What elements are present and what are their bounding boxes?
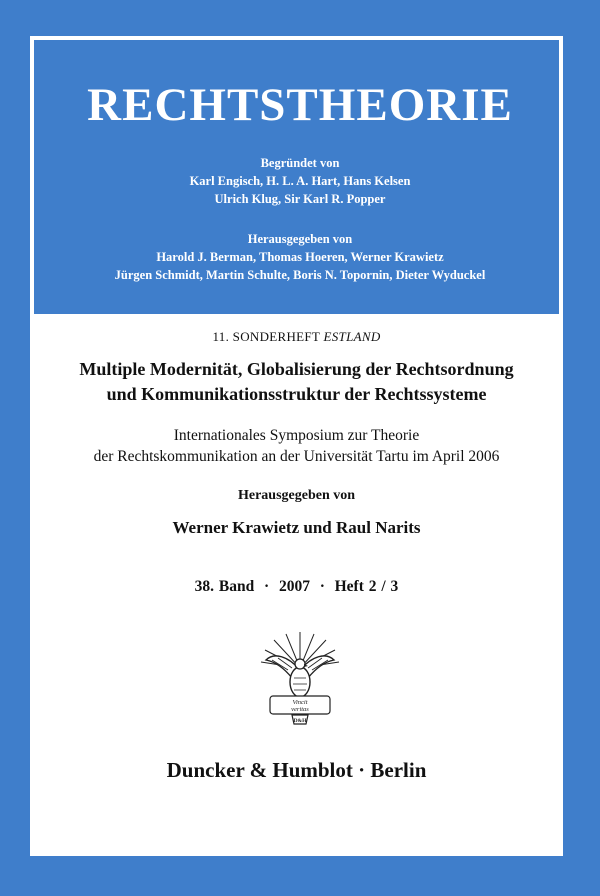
issue-subtitle-line1: Internationales Symposium zur Theorie: [173, 427, 420, 444]
editors-block: [0, 230, 600, 284]
founders-names-line2: Ulrich Klug, Sir Karl R. Popper: [214, 192, 386, 206]
journal-title: RECHTSTHEORIE: [87, 79, 513, 131]
issue-title-line1: Multiple Modernität, Globalisierung der Rechtsordnung: [79, 359, 514, 379]
issue-editors-names: Werner Krawietz und Raul Narits: [172, 518, 421, 537]
issue-title: [34, 357, 559, 407]
editors-names-line2: Jürgen Schmidt, Martin Schulte, Boris N. Topornin, Dieter Wyduckel: [114, 268, 486, 282]
founders-label: Begründet von: [260, 156, 340, 170]
issue-title-line2: und Kommunikationsstruktur der Rechtssysteme: [106, 384, 487, 404]
emblem-motto-line2: veritas: [291, 706, 309, 713]
volume-year: 2007: [278, 578, 310, 595]
editors-label: Herausgegeben von: [247, 232, 353, 246]
volume-number: 38. Band: [194, 578, 255, 595]
emblem-monogram: D&H: [293, 718, 307, 724]
special-issue-line: [34, 329, 559, 345]
issue-subtitle-line2: der Rechtskommunikation an der Universität Tartu im April 2006: [93, 448, 500, 465]
special-issue-number: 11. SONDERHEFT: [212, 329, 320, 344]
emblem-motto-line1: Vincit: [292, 699, 308, 706]
publisher-eagle-emblem: [258, 630, 342, 726]
founders-block: [0, 154, 600, 208]
publisher-name: Duncker & Humblot · Berlin: [166, 758, 427, 782]
editors-names-line1: Harold J. Berman, Thomas Hoeren, Werner Krawietz: [156, 250, 444, 264]
volume-line: [34, 578, 559, 596]
issue-editors-label: Herausgegeben von: [237, 488, 356, 503]
separator-dot: ·: [319, 578, 325, 595]
founders-names-line1: Karl Engisch, H. L. A. Hart, Hans Kelsen: [189, 174, 411, 188]
issue-subtitle: [34, 425, 559, 467]
separator-dot: ·: [264, 578, 270, 595]
volume-heft: Heft 2 / 3: [334, 578, 399, 595]
special-issue-topic: ESTLAND: [323, 329, 381, 344]
